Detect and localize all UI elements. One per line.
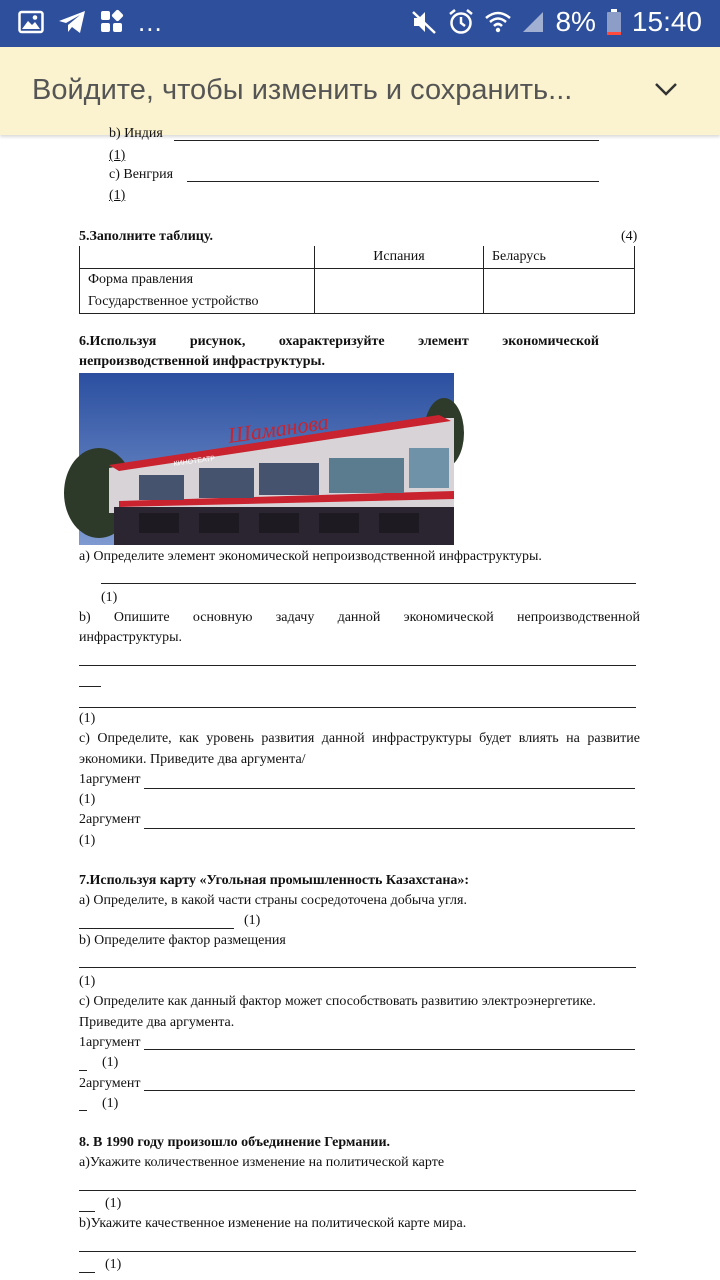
answer-line: [79, 1110, 87, 1111]
status-bar: [0, 0, 720, 47]
table-header-row: [80, 246, 635, 269]
question-6a: a) Определите элемент экономической непроизводственной инфраструктуры.: [79, 549, 542, 564]
photo-sign-text: Шаманова: [226, 409, 331, 448]
question-8b: b)Укажите качественное изменение на политической карте мира.: [79, 1216, 467, 1231]
table-cell: [80, 246, 315, 269]
sign-in-banner-text[interactable]: Войдите, чтобы изменить и сохранить...: [32, 74, 573, 106]
telegram-icon: [58, 9, 86, 35]
option-b-label: b) Индия: [109, 126, 163, 141]
status-bar-notifications: [18, 9, 163, 35]
question-7-title: 7.Используя карту «Угольная промышленность Казахстана»:: [79, 873, 470, 888]
sign-in-banner[interactable]: [0, 47, 720, 135]
mark: (1): [79, 792, 96, 807]
question-7b: b) Определите фактор размещения: [79, 933, 286, 948]
answer-line: [79, 1272, 95, 1273]
battery-percent: 8%: [555, 6, 596, 37]
question-5-table: [79, 246, 635, 314]
question-7c: c) Определите как данный фактор может способствовать развитию электроэнергетике.: [79, 994, 596, 1009]
question-5-title: 5.Заполните таблицу.: [79, 229, 213, 244]
answer-line: [174, 140, 599, 141]
table-cell: [315, 269, 484, 292]
table-cell: [315, 291, 484, 314]
answer-line: [79, 686, 101, 687]
question-7c-cont: Приведите два аргумента.: [79, 1015, 235, 1030]
table-cell: [484, 291, 635, 314]
answer-line: [144, 1049, 635, 1050]
mark: (1): [109, 188, 126, 203]
answer-line: [187, 181, 599, 182]
cinema-building-photo: [79, 373, 454, 545]
answer-line: [79, 928, 234, 929]
answer-line: [144, 1090, 635, 1091]
question-6b-cont: инфраструктуры.: [79, 630, 183, 645]
mark: (1): [102, 1055, 119, 1070]
mark: (1): [244, 913, 261, 928]
mark: (1): [79, 974, 96, 989]
mark: (1): [105, 1257, 122, 1272]
gallery-icon: [18, 10, 44, 34]
mark: (1): [109, 148, 126, 163]
argument-1-label: 1аргумент: [79, 772, 141, 787]
answer-line: [79, 1190, 636, 1191]
document-page: [0, 126, 720, 1280]
argument-2-label: 2аргумент: [79, 812, 141, 827]
table-row-label: Форма правления: [80, 269, 315, 292]
option-c-label: c) Венгрия: [109, 167, 174, 182]
wifi-icon: [485, 10, 511, 34]
answer-line: [79, 1251, 636, 1252]
answer-line: [79, 967, 636, 968]
status-bar-system: [411, 6, 702, 38]
apps-icon: [100, 10, 124, 34]
battery-icon: [606, 8, 622, 36]
table-header-belarus: Беларусь: [484, 246, 635, 269]
answer-line: [144, 788, 635, 789]
answer-line: [101, 583, 636, 584]
alarm-icon: [447, 8, 475, 36]
question-7a: a) Определите, в какой части страны сосредоточена добыча угля.: [79, 893, 467, 908]
table-cell: [484, 269, 635, 292]
table-header-spain: Испания: [315, 246, 484, 269]
question-6-title: 6.Используя рисунок, охарактеризуйте элемент экономической: [79, 334, 599, 349]
chevron-down-icon[interactable]: [654, 81, 678, 97]
signal-icon: [521, 10, 545, 34]
argument-1-label: 1аргумент: [79, 1035, 141, 1050]
question-6c: c) Определите, как уровень развития данной инфраструктуры будет влиять на развитие: [79, 731, 640, 746]
mark: (1): [79, 711, 96, 726]
argument-2-label: 2аргумент: [79, 1076, 141, 1091]
answer-line: [79, 707, 636, 708]
mark: (1): [105, 1196, 122, 1211]
question-6b: b) Опишите основную задачу данной экономической непроизводственной: [79, 610, 640, 625]
answer-line: [79, 1211, 95, 1212]
question-5-points: (4): [621, 229, 638, 244]
mute-icon: [411, 9, 437, 35]
question-6c-cont: экономики. Приведите два аргумента/: [79, 752, 306, 767]
table-row-label: Государственное устройство: [80, 291, 315, 314]
answer-line: [79, 665, 636, 666]
more-notifications-indicator: ...: [138, 7, 163, 37]
table-row: [80, 291, 635, 314]
table-row: [80, 269, 635, 292]
photo-sign-small: КИНОТЕАТР: [173, 455, 216, 468]
answer-line: [144, 828, 635, 829]
mark: (1): [101, 590, 118, 605]
mark: (1): [102, 1096, 119, 1111]
clock: 15:40: [631, 6, 702, 37]
question-8a: a)Укажите количественное изменение на политической карте: [79, 1155, 445, 1170]
question-8-title: 8. В 1990 году произошло объединение Германии.: [79, 1135, 391, 1150]
question-6-title-cont: непроизводственной инфраструктуры.: [79, 354, 325, 369]
mark: (1): [79, 833, 96, 848]
answer-line: [79, 1070, 87, 1071]
